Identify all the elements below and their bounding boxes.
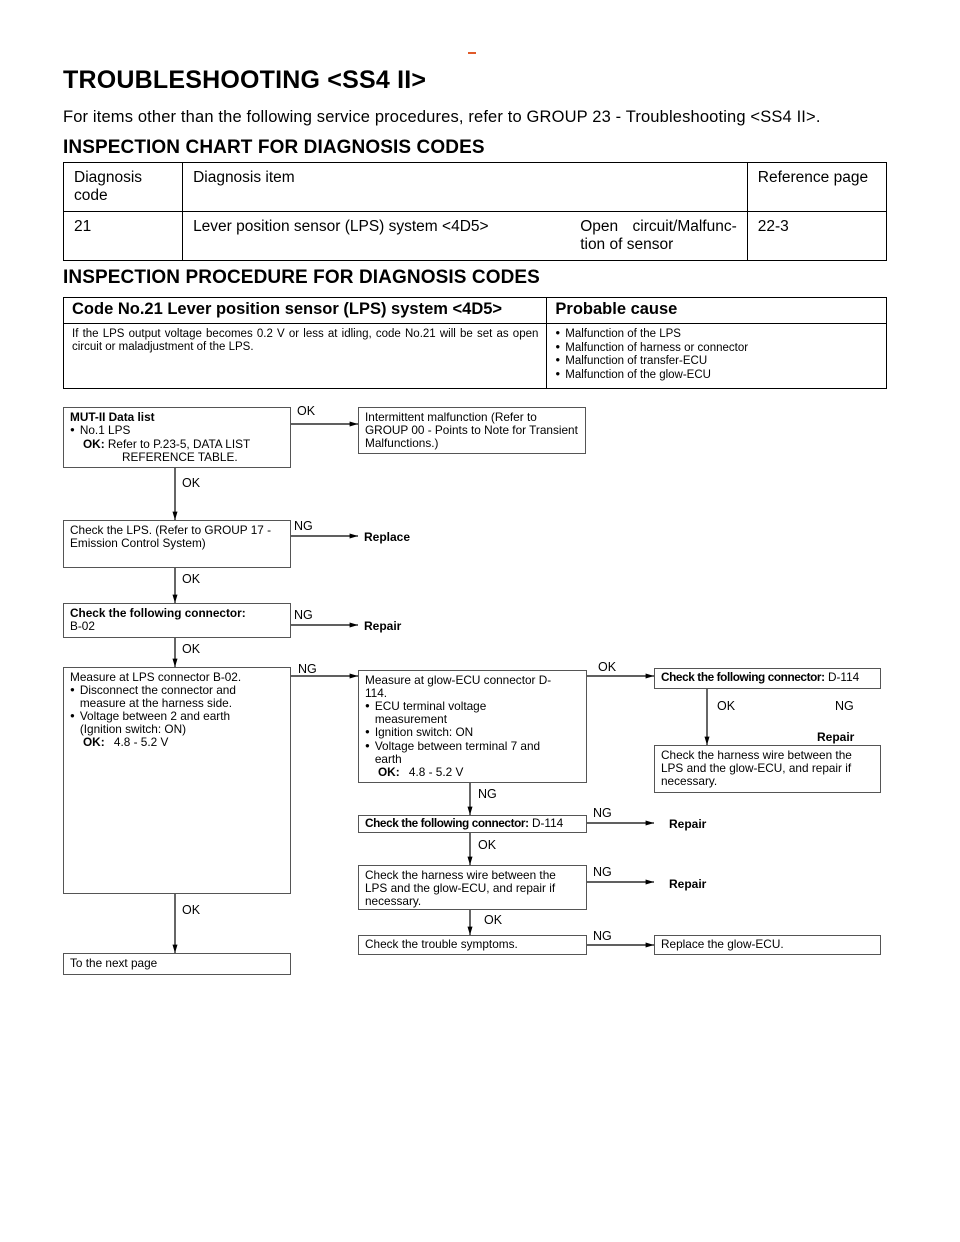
box-check-connector-d114: Check the following connector: D-114: [654, 668, 881, 689]
box-measure-glow-ecu: Measure at glow-ECU connector D-114. ● ECU terminal voltage measurement ● Ignition switch: ON ● Voltage between terminal 7 and earth OK: 4.8 - 5.2 V: [358, 670, 587, 783]
box-intermittent-malfunction: Intermittent malfunction (Refer to GROUP 00 - Points to Note for Transient Malfunctions.): [358, 407, 586, 454]
cause-item: ● Malfunction of the LPS: [555, 328, 878, 342]
cell-code: 21: [64, 212, 183, 261]
box-replace-glow-ecu: Replace the glow-ECU.: [654, 935, 881, 955]
cause-item: ● Malfunction of harness or connector: [555, 342, 878, 356]
box-check-lps: Check the LPS. (Refer to GROUP 17 - Emission Control System): [63, 520, 291, 568]
procedure-heading: INSPECTION PROCEDURE FOR DIAGNOSIS CODES: [63, 267, 540, 288]
ng-label: NG: [835, 699, 854, 713]
ng-label: NG: [294, 608, 313, 622]
ok-label: OK: [182, 572, 201, 586]
action-repair: Repair: [669, 817, 707, 831]
box-check-connector-b02: Check the following connector: B-02: [63, 603, 291, 638]
ng-label: NG: [593, 806, 612, 820]
ok-label: OK: [182, 476, 201, 490]
box-to-next-page: To the next page: [63, 953, 291, 975]
page-title: TROUBLESHOOTING <SS4 II>: [63, 66, 427, 94]
mut-item: ● No.1 LPS: [70, 423, 130, 437]
box-check-harness-lower: Check the harness wire between the LPS and the glow-ECU, and repair if necessary.: [358, 865, 587, 910]
action-repair: Repair: [669, 877, 707, 891]
box-check-trouble-symptoms: Check the trouble symptoms.: [358, 935, 587, 955]
cell-item-detail: Open circuit/Malfunc- tion of sensor: [570, 212, 747, 261]
ok-label: OK: [182, 903, 201, 917]
ng-label: NG: [294, 519, 313, 533]
inspection-chart-heading: INSPECTION CHART FOR DIAGNOSIS CODES: [63, 137, 485, 158]
ng-label: NG: [478, 787, 497, 801]
intro-text: For items other than the following service procedures, refer to GROUP 23 - Troubleshooting <SS4 II>.: [63, 108, 821, 126]
header-diagnosis-code: Diagnosis code: [64, 163, 183, 212]
header-reference-page: Reference page: [747, 163, 886, 212]
header-diagnosis-item: Diagnosis item: [183, 163, 748, 212]
ok-label: OK: [598, 660, 617, 674]
procedure-description: If the LPS output voltage becomes 0.2 V or less at idling, code No.21 will be set as open circuit or maladjustment of the LPS.: [64, 324, 547, 389]
ng-label: NG: [593, 929, 612, 943]
box-check-connector-d114-lower: Check the following connector: D-114: [358, 815, 587, 833]
mut-ok-text-2: REFERENCE TABLE.: [122, 450, 238, 464]
mut-title: MUT-II Data list: [70, 410, 155, 424]
mut-ok-text: Refer to P.23-5, DATA LIST: [107, 437, 251, 451]
ok-label: OK: [297, 404, 316, 418]
cell-item: Lever position sensor (LPS) system <4D5>: [183, 212, 571, 261]
cell-reference: 22-3: [747, 212, 886, 261]
action-replace: Replace: [364, 530, 411, 544]
procedure-code-title: Code No.21 Lever position sensor (LPS) system <4D5>: [64, 298, 547, 324]
box-measure-lps-connector: Measure at LPS connector B-02. ● Disconnect the connector and measure at the harness side. ● Voltage between 2 and earth (Ignition switch: ON) OK: 4.8 - 5.2 V: [63, 667, 291, 894]
action-repair: Repair: [364, 619, 402, 633]
ng-label: NG: [298, 662, 317, 676]
mut-ok-label: OK:: [83, 437, 105, 451]
ok-label: OK: [478, 838, 497, 852]
ok-label: OK: [182, 642, 201, 656]
cause-item: ● Malfunction of the glow-ECU: [555, 369, 878, 383]
ok-label: OK: [717, 699, 736, 713]
box-mut-data-list: [63, 407, 291, 468]
ok-label: OK: [484, 913, 503, 927]
box-check-harness-right: Check the harness wire between the LPS and the glow-ECU, and repair if necessary.: [654, 745, 881, 793]
ng-label: NG: [593, 865, 612, 879]
action-repair: Repair: [817, 730, 855, 744]
probable-cause-title: Probable cause: [547, 298, 887, 324]
cause-item: ● Malfunction of transfer-ECU: [555, 355, 878, 369]
